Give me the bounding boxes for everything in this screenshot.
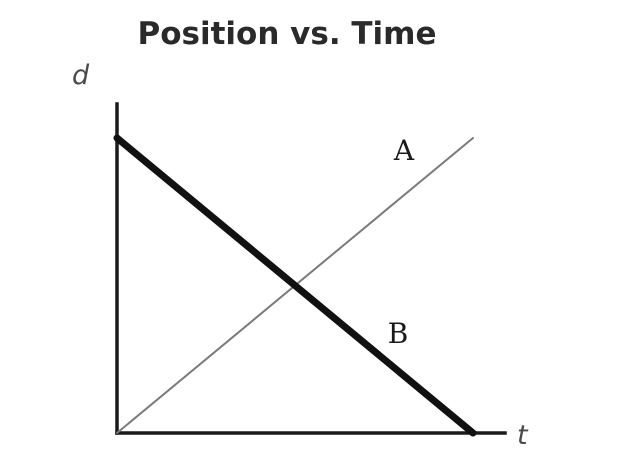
x-axis-label: t [517,420,528,451]
series-layer [117,134,473,433]
y-axis-label: d [72,60,90,91]
chart-title: Position vs. Time [137,16,437,52]
series-label-b: B [387,317,409,350]
series-label-a: A [393,134,415,167]
